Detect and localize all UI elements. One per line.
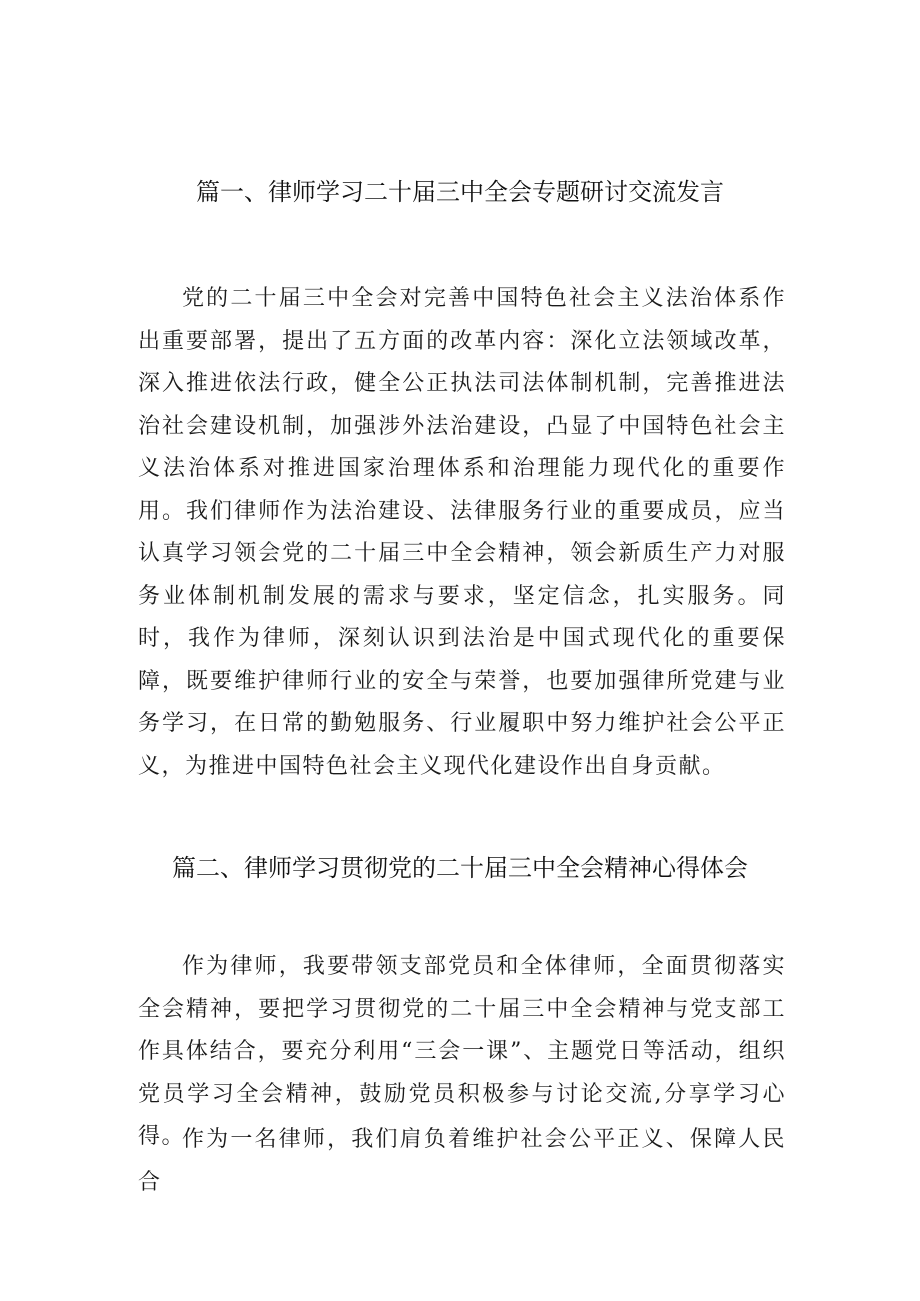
section-2-title: 篇二、律师学习贯彻党的二十届三中全会精神心得体会: [172, 854, 748, 882]
section-2-paragraph-1: 作为律师，我要带领支部党员和全体律师，全面贯彻落实全会精神，要把学习贯彻党的二十届三中全会精神与党支部工作具体结合，要充分利用“三会一课”、主题党日等活动，组织党员学习全会精神，鼓励党员积极参与讨论交流,分享学习心得。: [138, 954, 786, 1149]
section-2-paragraph-2: 作为一名律师，我们肩负着维护社会公平正义、保障人民合: [138, 1127, 786, 1195]
section-1-paragraph-1: 党的二十届三中全会对完善中国特色社会主义法治体系作出重要部署，提出了五方面的改革内容：深化立法领域改革，深入推进依法行政，健全公正执法司法体制机制，完善推进法治社会建设机制，加强涉外法治建设，凸显了中国特色社会主义法治体系对推进国家治理体系和治理能力现代化的重要作用。我们律师作为法治建设、法律服务行业的重要成员，应当认真学习领会党的二十届三中全会精神，领会新质生产力对服务业体制机制发展的需求与要求，坚定信念，扎实服务。同时，我作为律师，深刻认识到法治是中国式现代化的重要保障，既要维护律师行业的安全与荣誉，也要加强律所党建与业务学习，在日常的勤勉服务、行业履职中努力维护社会公平正义，为推进中国特色社会主义现代化建设作出自身贡献。: [138, 286, 786, 779]
section-1-title: 篇一、律师学习二十届三中全会专题研讨交流发言: [196, 178, 724, 206]
